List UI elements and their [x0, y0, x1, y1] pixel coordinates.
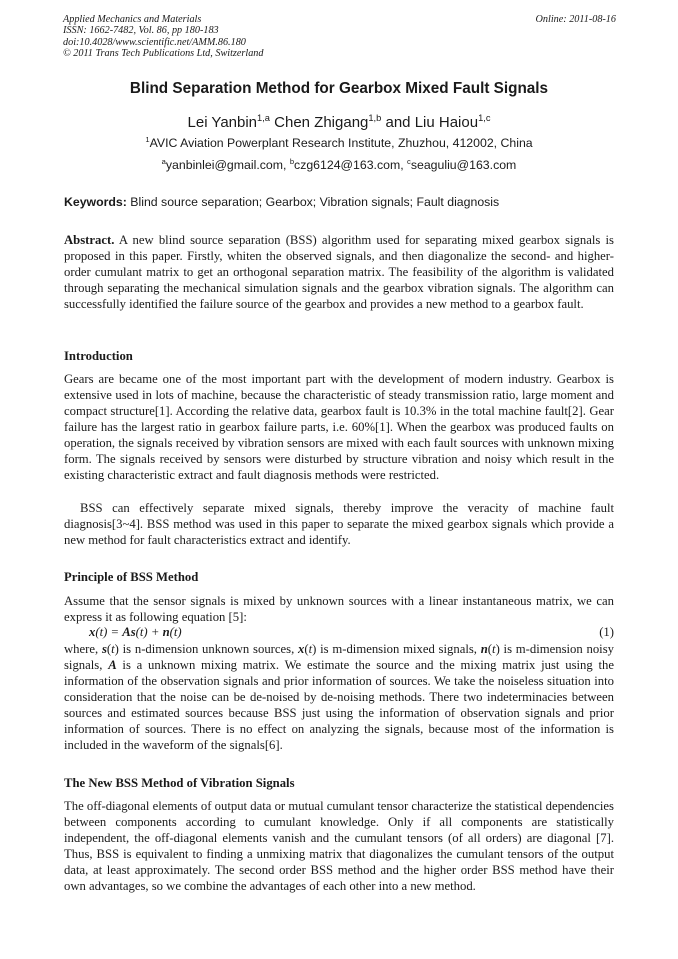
- new-method-paragraph: The off-diagonal elements of output data or mutual cumulant tensor characterize the statistical dependencies between components according to cumulant knowledge. Only if all components are statistically independent, the off-diagonal elements vanish and the cumulant tensors (of all orders) are diagonal [7]. Thus, BSS is equivalent to finding a unmixing matrix that diagonalizes the cumulant tensors of the output data, at least approximately. The second order BSS method and the higher order BSS method have their own advantages, so we combine the advantages of each other into a new method.: [64, 799, 614, 893]
- keywords: [64, 195, 499, 209]
- principle-paragraph-2: where, s(t) is n-dimension unknown sources, x(t) is m-dimension mixed signals, n(t) is m-dimension noisy signals, A is a unknown mixing matrix. We estimate the source and the mixing matrix just using the information of the observation signals and prior information of sources. We take the noiseless situation into consideration that the noise can be de-noised by de-noising methods. There two indeterminacies between sources and estimated sources because BSS just using the information of observation signals and prior information of sources. There is no effect on analyzing the signals, because most of the information is included in the waveform of the signals[6].: [64, 642, 614, 752]
- text-run: is a unknown mixing matrix. We estimate the source and the mixing matrix just using the information of the observation signals and prior information of sources. We take the noiseless situation into consideration that the noise can be de-noised by de-noising methods. There two indeterminacies between sources and estimated sources because BSS just using the information of observation signals and prior information of sources. There is no effect on analyzing the signals, because most of the information is included in the waveform of the signals[6].: [64, 658, 614, 752]
- author-name: Lei Yanbin: [187, 114, 258, 131]
- intro-paragraph-2: BSS can effectively separate mixed signals, thereby improve the veracity of machine fault diagnosis[3~4]. BSS method was used in this paper to separate the mixed gearbox signals which provide a new method for fault characteristics extract and identify.: [64, 501, 614, 547]
- email-address: seaguliu@163.com: [410, 158, 517, 172]
- abstract-text: A new blind source separation (BSS) algorithm used for separating mixed gearbox signals is proposed in this paper. Firstly, whiten the observed signals, and then diagonalize the second- and higher-order cumulant matrix to get an orthogonal separation matrix. The feasibility of the algorithm is validated through separating the mechanical simulation signals and the gearbox vibration signals. The algorithm can successfully identified the failure source of the gearbox and provides a new method to a gearbox fault.: [64, 233, 614, 311]
- paper-title: Blind Separation Method for Gearbox Mixed Fault Signals: [129, 80, 549, 97]
- email-address: yanbinlei@gmail.com: [165, 158, 283, 172]
- journal-header: [63, 14, 263, 60]
- email-address: czg6124@163.com: [294, 158, 401, 172]
- principle-paragraph-1: Assume that the sensor signals is mixed by unknown sources with a linear instantaneous matrix, we can express it as following equation [5]:: [64, 594, 614, 624]
- equation-1: x(t) = As(t) + n(t): [89, 625, 182, 639]
- author-name: Liu Haiou: [414, 114, 479, 131]
- email-list: $^a$yanbinlei@gmail.com, $^b$czg6124@163.com, $^c$seaguliu@163.com: [161, 156, 517, 172]
- abstract-label: Abstract.: [64, 233, 115, 247]
- email-sup: b: [289, 156, 295, 166]
- journal-name: Applied Mechanics and Materials: [63, 14, 202, 25]
- author-separator: and: [381, 114, 415, 131]
- author-sup: 1,b: [368, 113, 382, 123]
- intro-heading: Introduction: [64, 349, 133, 363]
- affiliation-sup: 1: [145, 134, 150, 144]
- copyright-line: © 2011 Trans Tech Publications Ltd, Switzerland: [63, 48, 264, 60]
- author-sup: 1,a: [257, 113, 270, 123]
- text-run: is m-dimension mixed signals,: [316, 642, 481, 656]
- keywords-label: Keywords:: [64, 195, 127, 209]
- author-sup: 1,c: [478, 113, 491, 123]
- doi-line: doi:10.4028/www.scientific.net/AMM.86.180: [63, 36, 246, 48]
- text-run: where,: [64, 642, 102, 656]
- affiliation-text: AVIC Aviation Powerplant Research Institute, Zhuzhou, 412002, China: [149, 136, 533, 150]
- author-list: [0, 114, 678, 131]
- new-method-heading: The New BSS Method of Vibration Signals: [64, 776, 295, 790]
- abstract: [64, 232, 614, 312]
- intro-paragraph-1: Gears are became one of the most important part with the development of modern industry. Gearbox is extensive used in lots of machine, because the characteristic of steady transmission ratio, large moment and compact structure[1]. According the relative data, gearbox fault is 10.3% in the total machine fault[2]. Gear failure has the largest ratio in gearbox failure parts, i.e. 60%[1]. When the gearbox was produced faults on operation, the signals received by vibration sensors are mixed with each fault sources with unknown mixing form. The signals received by sensors were disturbed by structure vibration and noisy which result in the existing characteristic extract and fault diagnosis methods were restricted.: [64, 372, 614, 482]
- text-run: is m-dimension noisy signals,: [64, 642, 614, 672]
- principle-heading: Principle of BSS Method: [64, 570, 199, 584]
- email-sup: a: [161, 156, 166, 166]
- affiliation: [0, 136, 678, 150]
- online-date: Online: 2011-08-16: [535, 14, 616, 25]
- keywords-text: Blind source separation; Gearbox; Vibration signals; Fault diagnosis: [130, 195, 500, 209]
- equation-number: (1): [599, 625, 614, 639]
- text-run: is n-dimension unknown sources,: [118, 642, 299, 656]
- email-sup: c: [407, 156, 411, 166]
- issn-line: ISSN: 1662-7482, Vol. 86, pp 180-183: [63, 25, 219, 37]
- author-name: Chen Zhigang: [274, 114, 369, 131]
